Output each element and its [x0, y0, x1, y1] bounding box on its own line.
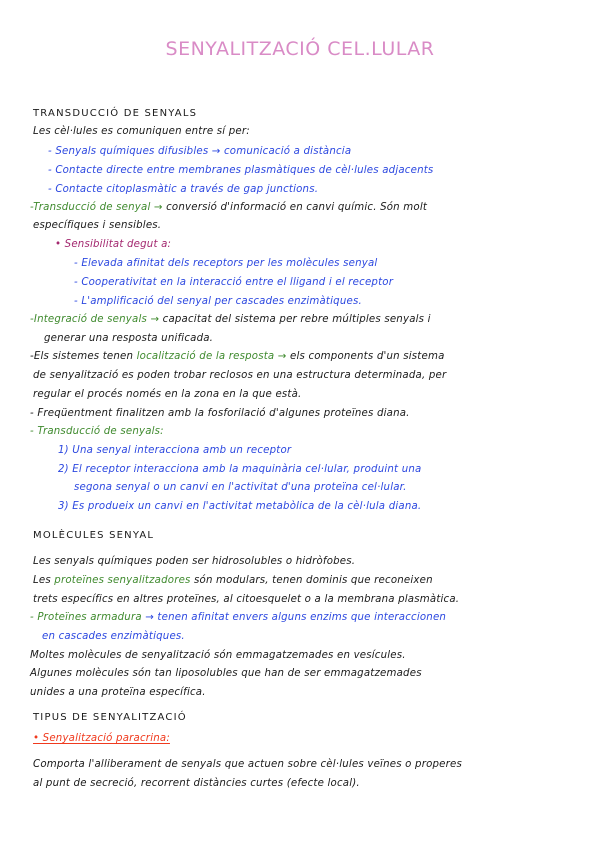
- bullet-heading: • Sensibilitat degut a:: [55, 239, 172, 250]
- term: -Transducció de senyal →: [30, 202, 163, 213]
- numbered-item: 3) Es produeix un canvi en l'activitat metabòlica de la cèl·lula diana.: [58, 501, 422, 512]
- page-title: SENYALITZACIÓ CEL.LULAR: [165, 38, 435, 60]
- text-line: Les cèl·lules es comuniquen entre sí per:: [33, 126, 250, 137]
- text-line: trets específics en altres proteïnes, al citoesquelet o a la membrana plasmàtica.: [33, 594, 460, 605]
- definition-transduccio: [30, 202, 427, 213]
- definition: conversió d'informació en canvi químic. Són molt: [162, 202, 428, 213]
- list-item: - Elevada afinitat dels receptors per les molècules senyal: [74, 258, 378, 269]
- subheading: - Transducció de senyals:: [30, 426, 164, 437]
- numbered-item-cont: segona senyal o un canvi en l'activitat d'una proteïna cel·lular.: [74, 482, 407, 493]
- text-line: Moltes molècules de senyalització són emmagatzemades en vesícules.: [30, 650, 406, 661]
- text-line: Les senyals químiques poden ser hidrosolubles o hidròfobes.: [33, 556, 356, 567]
- text-line: Comporta l'alliberament de senyals que actuen sobre cèl·lules veïnes o properes: [33, 759, 463, 770]
- text-line: regular el procés només en la zona en la que està.: [33, 389, 302, 400]
- term: -Integració de senyals →: [30, 314, 160, 325]
- list-item: - Contacte directe entre membranes plasmàtiques de cèl·lules adjacents: [48, 165, 434, 176]
- definition-proteines: Les proteïnes senyalitzadores són modulars, tenen dominis que reconeixen: [33, 575, 433, 586]
- definition: capacitat del sistema per rebre múltiples senyals i: [159, 314, 431, 325]
- term: proteïnes senyalitzadores: [54, 575, 191, 586]
- numbered-item: 2) El receptor interacciona amb la maquinària cel·lular, produint una: [58, 464, 422, 475]
- text-line: específiques i sensibles.: [33, 220, 162, 231]
- list-item: - Contacte citoplasmàtic a través de gap junctions.: [48, 184, 319, 195]
- list-item: - L'amplificació del senyal per cascades enzimàtiques.: [74, 296, 362, 307]
- bullet-heading-paracrina: • Senyalització paracrina:: [33, 733, 170, 744]
- text-line: unides a una proteïna específica.: [30, 687, 206, 698]
- term: localització de la resposta →: [136, 351, 287, 362]
- definition-armadura: - Proteïnes armadura → tenen afinitat envers alguns enzims que interaccionen: [30, 612, 447, 623]
- section-heading-molecules: MOLÈCULES SENYAL: [33, 530, 155, 541]
- text-line: al punt de secreció, recorrent distàncies curtes (efecte local).: [33, 778, 360, 789]
- section-heading-transduccio: TRANSDUCCIÓ DE SENYALS: [33, 108, 198, 119]
- term: - Proteïnes armadura: [30, 612, 142, 623]
- list-item: - Senyals químiques difusibles → comunicació a distància: [48, 146, 352, 157]
- text-line: generar una resposta unificada.: [44, 333, 214, 344]
- list-item: - Cooperativitat en la interacció entre el lligand i el receptor: [74, 277, 394, 288]
- text-line: Algunes molècules són tan liposolubles que han de ser emmagatzemades: [30, 668, 422, 679]
- numbered-item: 1) Una senyal interacciona amb un receptor: [58, 445, 292, 456]
- section-heading-tipus: TIPUS DE SENYALITZACIÓ: [33, 712, 187, 723]
- definition-localitzacio: -Els sistemes tenen localització de la resposta → els components d'un sistema: [30, 351, 445, 362]
- text-line: de senyalització es poden trobar reclosos en una estructura determinada, per: [33, 370, 447, 381]
- definition-integracio: [30, 314, 431, 325]
- text-line: en cascades enzimàtiques.: [42, 631, 185, 642]
- text-line: - Freqüentment finalitzen amb la fosforilació d'algunes proteïnes diana.: [30, 408, 410, 419]
